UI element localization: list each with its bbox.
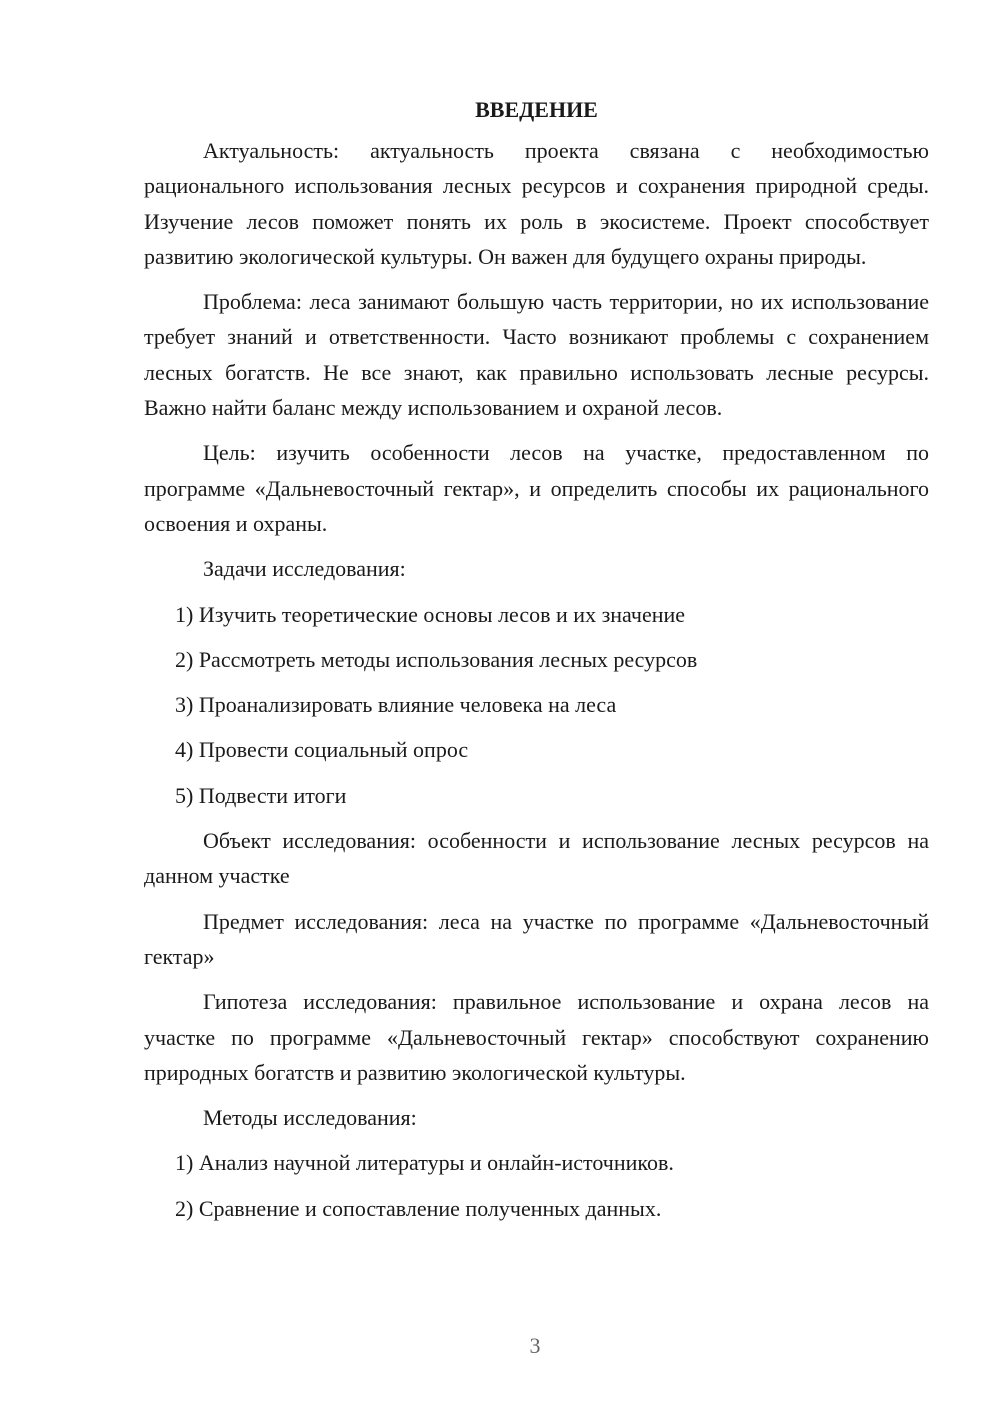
- task-item-1: 1) Изучить теоретические основы лесов и их значение: [175, 601, 686, 627]
- hypothesis-paragraph: Гипотеза исследования: правильное использование и охрана лесов на участке по программе «Дальневосточный гектар» способствуют сохранению природных богатств и развитию экологической культуры.: [144, 989, 929, 1085]
- tasks-heading: Задачи исследования:: [203, 556, 406, 582]
- relevance-paragraph: Актуальность: актуальность проекта связана с необходимостью рационального использования лесных ресурсов и сохранения природной среды. Изучение лесов поможет понять их роль в экосистеме. Проект способствует развитию экологической культуры. Он важен для будущего охраны природы.: [144, 138, 929, 269]
- document-page: [144, 92, 929, 1236]
- task-item-5: 5) Подвести итоги: [175, 782, 347, 808]
- task-item-2: 2) Рассмотреть методы использования лесных ресурсов: [175, 646, 698, 672]
- object-paragraph: Объект исследования: особенности и использование лесных ресурсов на данном участке: [144, 828, 929, 889]
- subject-paragraph: Предмет исследования: леса на участке по программе «Дальневосточный гектар»: [144, 908, 929, 969]
- methods-heading: Методы исследования:: [203, 1105, 417, 1131]
- method-item-1: 1) Анализ научной литературы и онлайн-источников.: [175, 1150, 674, 1176]
- section-title: ВВЕДЕНИЕ: [475, 97, 598, 122]
- method-item-2: 2) Сравнение и сопоставление полученных данных.: [175, 1195, 662, 1221]
- task-item-3: 3) Проанализировать влияние человека на леса: [175, 692, 617, 718]
- goal-paragraph: Цель: изучить особенности лесов на участке, предоставленном по программе «Дальневосточный гектар», и определить способы их рационального освоения и охраны.: [144, 440, 929, 536]
- task-item-4: 4) Провести социальный опрос: [175, 737, 469, 763]
- page-number: 3: [529, 1333, 541, 1358]
- problem-paragraph: Проблема: леса занимают большую часть территории, но их использование требует знаний и ответственности. Часто возникают проблемы с сохранением лесных богатств. Не все знают, как правильно использовать лесные ресурсы. Важно найти баланс между использованием и охраной лесов.: [144, 289, 929, 421]
